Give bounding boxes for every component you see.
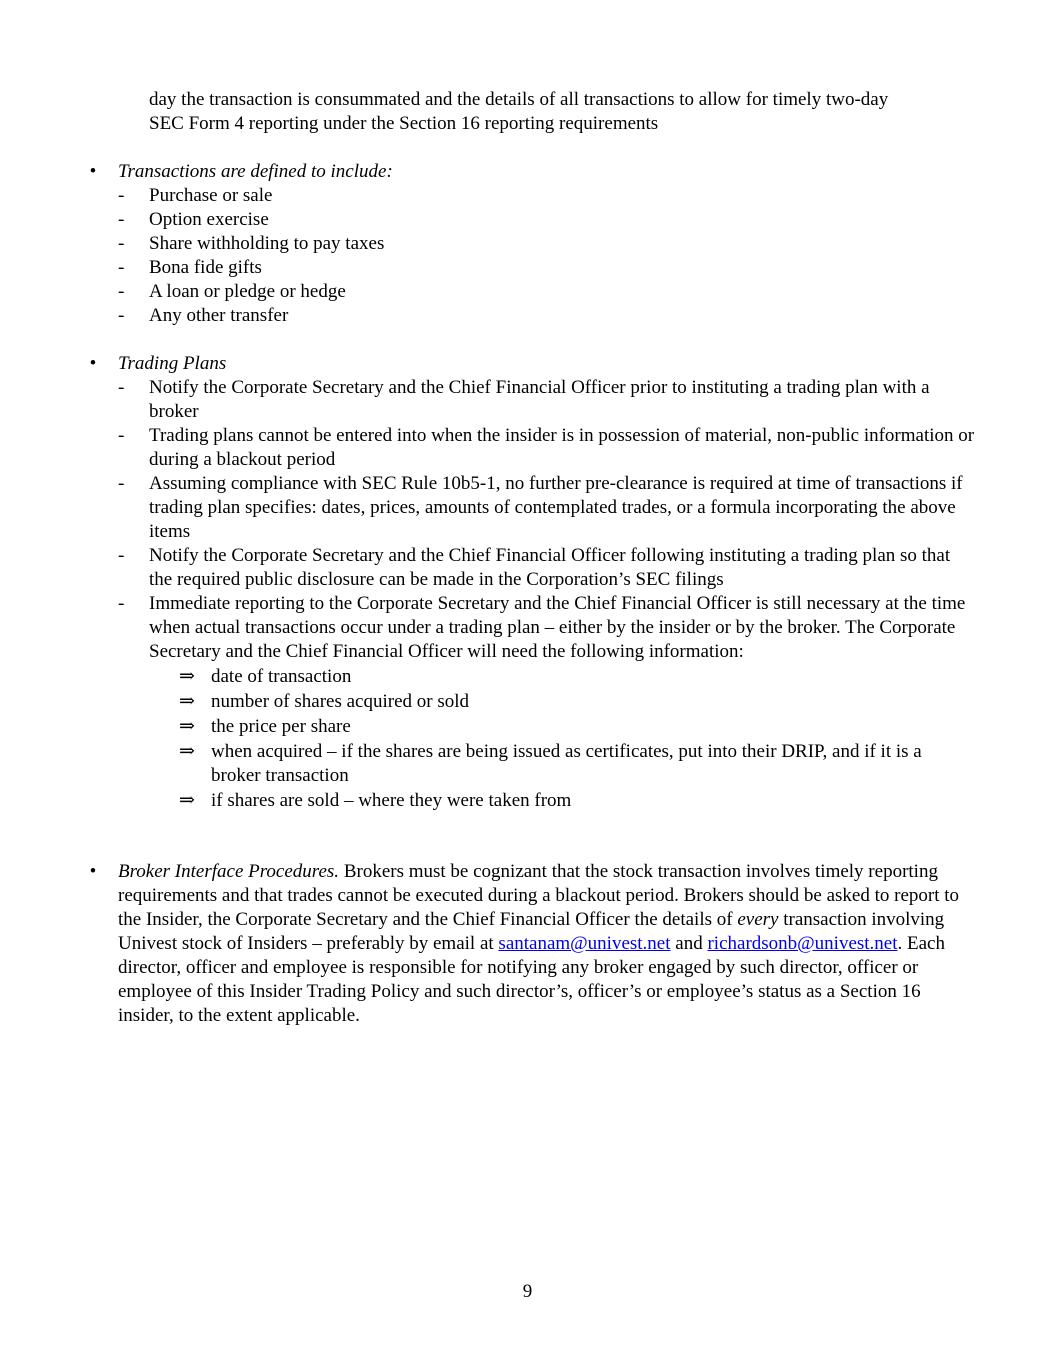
dash-icon: - <box>118 473 125 494</box>
sub-list-item: ⇒ the price per share <box>179 716 351 737</box>
sub-list-item: ⇒ if shares are sold – where they were taken from <box>179 790 572 811</box>
arrow-right-icon: ⇒ <box>179 691 195 712</box>
sub-list-item: ⇒ date of transaction <box>179 666 352 687</box>
list-item: - Purchase or sale <box>118 185 273 206</box>
dash-icon: - <box>118 425 125 446</box>
dash-icon: - <box>118 305 125 326</box>
sub-list-item: ⇒ when acquired – if the shares are being issued as certificates, put into their DRIP, and if it is a broker transaction <box>179 741 922 786</box>
arrow-right-icon: ⇒ <box>179 741 195 762</box>
dash-icon: - <box>118 257 125 278</box>
dash-icon: - <box>118 281 125 302</box>
continuation-line-2: SEC Form 4 reporting under the Section 16 reporting requirements <box>149 113 659 134</box>
list-item: - Immediate reporting to the Corporate Secretary and the Chief Financial Officer is still necessary at the time when actual transactions occur under a trading plan – either by the insider or by the broker. The Corporate Secretary and the Chief Financial Officer will need the following information: <box>118 593 966 662</box>
bullet-icon: • <box>89 861 97 882</box>
broker-heading: Broker Interface Procedures. <box>118 861 340 882</box>
list-item: - Option exercise <box>118 209 269 230</box>
continuation-paragraph <box>149 88 979 136</box>
dash-icon: - <box>118 209 125 230</box>
list-item: - Assuming compliance with SEC Rule 10b5-1, no further pre-clearance is required at time of transactions if trading plan specifies: dates, prices, amounts of contemplated trades, or a formula incorporating the above items <box>118 473 963 542</box>
arrow-right-icon: ⇒ <box>179 666 195 687</box>
information-list <box>86 665 976 813</box>
list-item: - Share withholding to pay taxes <box>118 233 385 254</box>
list-item: - A loan or pledge or hedge <box>118 281 346 302</box>
emphasis-every: every <box>737 909 779 930</box>
dash-icon: - <box>118 377 125 398</box>
bullet-icon: • <box>89 353 97 374</box>
sub-list-item: ⇒ number of shares acquired or sold <box>179 691 470 712</box>
list-item: - Notify the Corporate Secretary and the Chief Financial Officer following instituting a trading plan so that the required public disclosure can be made in the Corporation’s SEC filings <box>118 545 951 590</box>
trading-plans-heading: Trading Plans <box>118 353 227 374</box>
page-number: 9 <box>522 1281 533 1302</box>
bullet-icon: • <box>89 161 97 182</box>
continuation-line-1: day the transaction is consummated and the details of all transactions to allow for timely two-day <box>149 89 889 110</box>
email-link-santanam[interactable]: santanam@univest.net <box>498 933 671 954</box>
arrow-right-icon: ⇒ <box>179 716 195 737</box>
arrow-right-icon: ⇒ <box>179 790 195 811</box>
dash-icon: - <box>118 233 125 254</box>
dash-icon: - <box>118 593 125 614</box>
email-link-richardsonb[interactable]: richardsonb@univest.net <box>707 933 898 954</box>
trading-plans-section <box>86 352 976 813</box>
broker-paragraph: Broker Interface Procedures. Brokers must be cognizant that the stock transaction involves timely reporting requirements and that trades cannot be executed during a blackout period. Brokers should be asked to report to the Insider, the Corporate Secretary and the Chief Financial Officer the details of every transaction involving Univest stock of Insiders – preferably by email at santanam@univest.net and richardsonb@univest.net. Each director, officer and employee is responsible for notifying any broker engaged by such director, officer or employee of this Insider Trading Policy and such director’s, officer’s or employee’s status as a Section 16 insider, to the extent applicable. <box>118 861 960 1026</box>
transactions-section <box>86 160 976 328</box>
trading-plans-list <box>86 376 976 664</box>
list-item: - Bona fide gifts <box>118 257 262 278</box>
list-item: - Any other transfer <box>118 305 289 326</box>
dash-icon: - <box>118 545 125 566</box>
list-item: - Notify the Corporate Secretary and the Chief Financial Officer prior to instituting a trading plan with a broker <box>118 377 930 422</box>
transactions-list <box>86 184 976 328</box>
list-item: - Trading plans cannot be entered into when the insider is in possession of material, non-public information or during a blackout period <box>118 425 975 470</box>
transactions-heading: Transactions are defined to include: <box>118 161 393 182</box>
dash-icon: - <box>118 185 125 206</box>
broker-section <box>86 860 976 1028</box>
